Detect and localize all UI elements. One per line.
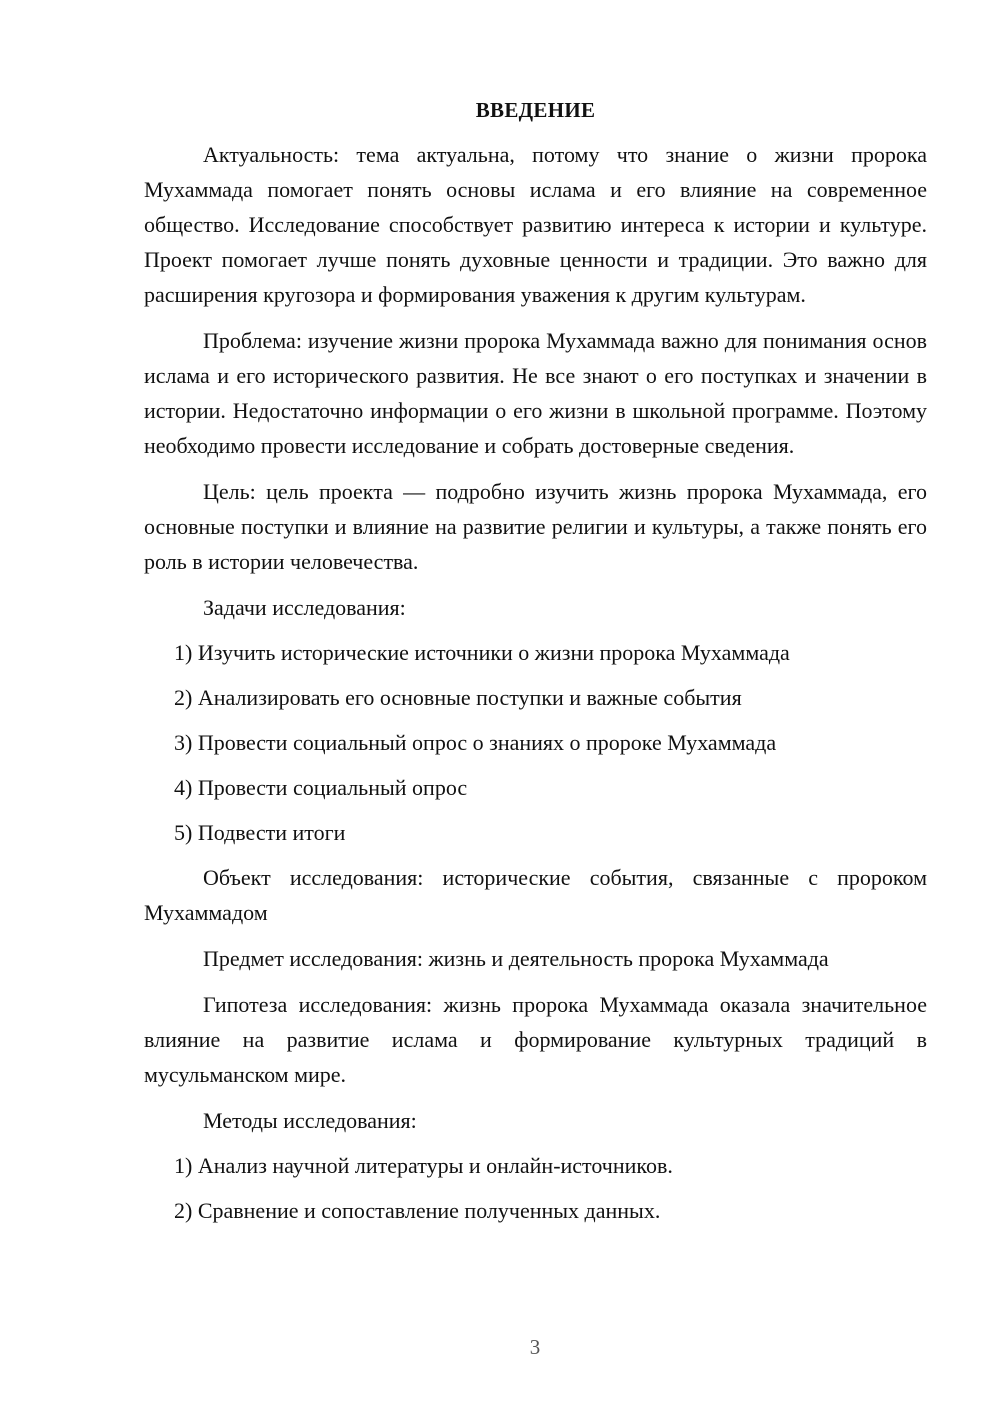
methods-heading: Методы исследования: bbox=[203, 1108, 417, 1133]
task-item: 2) Анализировать его основные поступки и важные события bbox=[174, 685, 742, 710]
tasks-list bbox=[144, 635, 927, 850]
subject-paragraph: Предмет исследования: жизнь и деятельность пророка Мухаммада bbox=[203, 946, 829, 971]
method-item: 1) Анализ научной литературы и онлайн-источников. bbox=[174, 1153, 673, 1178]
hypothesis-paragraph: Гипотеза исследования: жизнь пророка Мухаммада оказала значительное влияние на развитие ислама и формирование культурных традиций в мусульманском мире. bbox=[144, 992, 927, 1087]
goal-paragraph: Цель: цель проекта — подробно изучить жизнь пророка Мухаммада, его основные поступки и влияние на развитие религии и культуры, а также понять его роль в истории человечества. bbox=[144, 479, 927, 574]
task-item: 5) Подвести итоги bbox=[174, 820, 346, 845]
object-paragraph: Объект исследования: исторические события, связанные с пророком Мухаммадом bbox=[144, 865, 927, 925]
task-item: 3) Провести социальный опрос о знаниях о пророке Мухаммада bbox=[174, 730, 777, 755]
page-number: 3 bbox=[529, 1335, 541, 1359]
page-title: ВВЕДЕНИЕ bbox=[475, 98, 596, 122]
methods-list bbox=[144, 1148, 927, 1228]
task-item: 1) Изучить исторические источники о жизни пророка Мухаммада bbox=[174, 640, 790, 665]
page-content bbox=[144, 96, 927, 1238]
task-item: 4) Провести социальный опрос bbox=[174, 775, 468, 800]
relevance-paragraph: Актуальность: тема актуальна, потому что знание о жизни пророка Мухаммада помогает понять основы ислама и его влияние на современное общество. Исследование способствует развитию интереса к истории и культуре. Проект помогает лучше понять духовные ценности и традиции. Это важно для расширения кругозора и формирования уважения к другим культурам. bbox=[144, 142, 927, 307]
problem-paragraph: Проблема: изучение жизни пророка Мухаммада важно для понимания основ ислама и его исторического развития. Не все знают о его поступках и значении в истории. Недостаточно информации о его жизни в школьной программе. Поэтому необходимо провести исследование и собрать достоверные сведения. bbox=[144, 328, 927, 458]
tasks-heading: Задачи исследования: bbox=[203, 595, 406, 620]
method-item: 2) Сравнение и сопоставление полученных данных. bbox=[174, 1198, 661, 1223]
